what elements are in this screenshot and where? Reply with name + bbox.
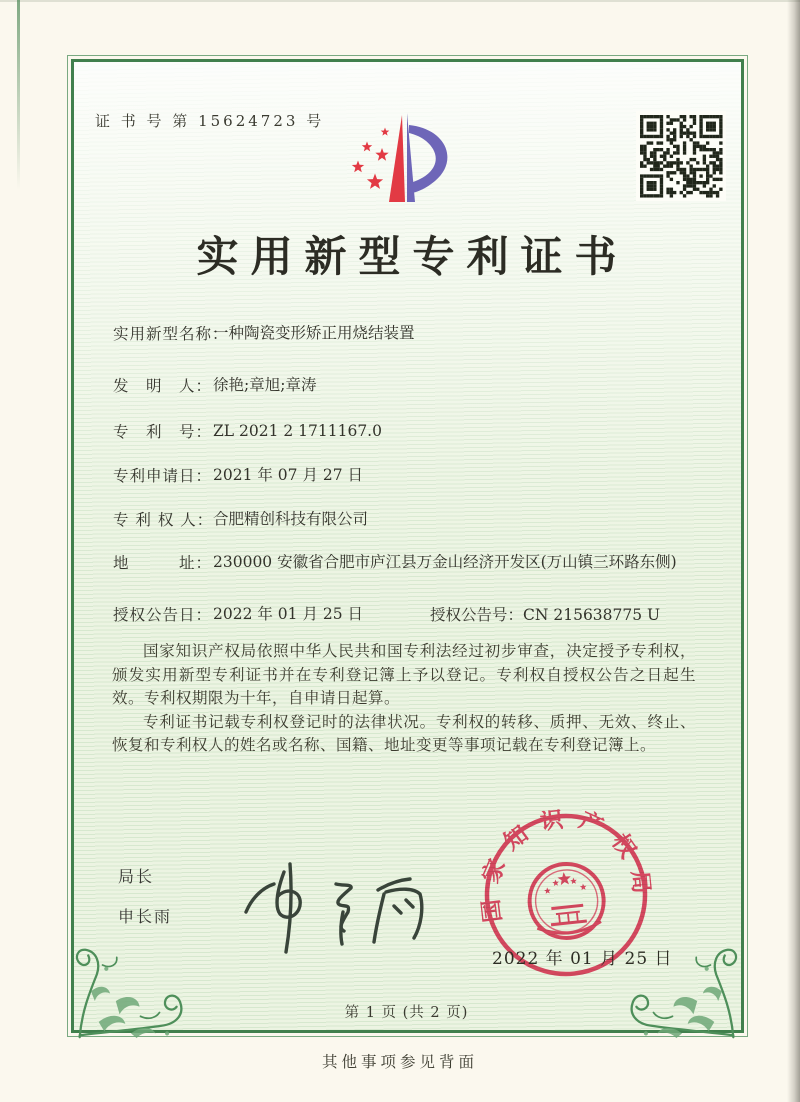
scan-top-edge: [0, 0, 800, 2]
seal-ring-text: 国家知识产权局: [475, 804, 657, 924]
seal-date: 2022 年 01 月 25 日: [492, 949, 673, 969]
scan-right-edge-shadow: [787, 0, 800, 1102]
field-label-grant-number: 授权公告号：: [430, 606, 524, 624]
director-title-label: 局长: [118, 867, 155, 886]
field-value-name: 一种陶瓷变形矫正用烧结装置: [213, 324, 415, 342]
underpage-edge-line: [17, 0, 20, 190]
field-value-patent-number: ZL 2021 2 1711167.0: [213, 422, 382, 440]
back-note: 其他事项参见背面: [321, 1053, 478, 1071]
field-row-inventor: [113, 374, 713, 398]
corner-flourish-icon-bottom-left: [56, 946, 206, 1041]
director-name: 申长雨: [118, 907, 173, 926]
field-value-address: 230000 安徽省合肥市庐江县万金山经济开发区(万山镇三环路东侧): [213, 553, 677, 571]
field-value-grant-date: 2022 年 01 月 25 日: [213, 605, 364, 623]
legal-text-block: [112, 640, 696, 758]
field-value-inventor: 徐艳;章旭;章涛: [213, 376, 317, 394]
body-paragraph-2: 专利证书记载专利权登记时的法律状况。专利权的转移、质押、无效、终止、恢复和专利权人的姓名或名称、国籍、地址变更等事项记载在专利登记簿上。: [112, 712, 696, 754]
signature-autograph-icon: [228, 850, 433, 962]
field-row-address: [113, 551, 713, 599]
field-row-filing-date: [113, 464, 713, 488]
field-label-patentee: 专 利 权 人：: [113, 511, 214, 529]
field-label-inventor: 发 明 人：: [113, 377, 213, 395]
certificate-title: 实用新型专利证书: [196, 232, 629, 281]
qr-code: [636, 111, 726, 201]
field-row-name: [113, 322, 713, 346]
field-label-name: 实用新型名称：: [113, 325, 229, 343]
cnipa-logo-icon: [345, 105, 470, 210]
page-indicator: 第 1 页 (共 2 页): [344, 1005, 469, 1021]
field-label-filing-date: 专利申请日：: [113, 467, 213, 485]
field-group-grant-number: [430, 603, 660, 625]
field-value-patentee: 合肥精创科技有限公司: [213, 510, 369, 528]
field-row-patent-number: [113, 420, 713, 444]
field-label-address: 地 址：: [113, 554, 213, 572]
field-value-filing-date: 2021 年 07 月 27 日: [213, 466, 364, 484]
field-label-patent-number: 专 利 号：: [113, 423, 213, 441]
field-value-grant-number: CN 215638775 U: [523, 606, 661, 624]
field-row-grant: [113, 603, 713, 627]
certificate-number: 证 书 号 第 15624723 号: [95, 112, 325, 130]
body-paragraph-1: 国家知识产权局依照中华人民共和国专利法经过初步审查，决定授予专利权，颁发实用新型专利证书并在专利登记簿上予以登记。专利权自授权公告之日起生效。专利权期限为十年，自申请日起算。: [112, 642, 696, 707]
field-label-grant-date: 授权公告日：: [113, 606, 213, 624]
field-row-patentee: [113, 508, 713, 532]
